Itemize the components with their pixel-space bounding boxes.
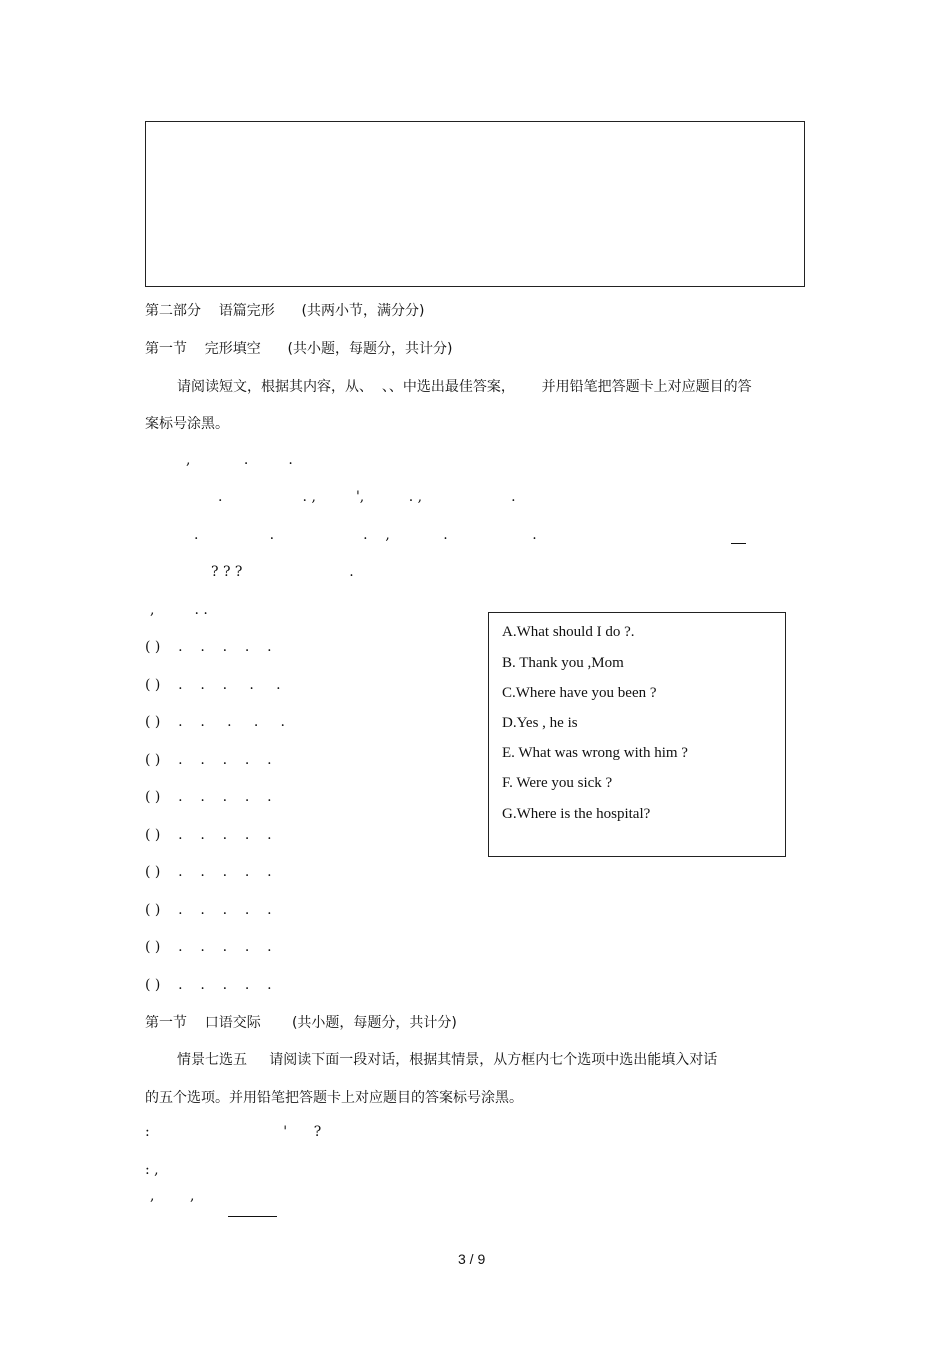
dialog-line-2: : , bbox=[145, 1162, 159, 1178]
answer-blank-box bbox=[145, 121, 805, 287]
answer-row: ( ) . . . . . bbox=[145, 789, 272, 805]
section2-heading: 第一节 口语交际 (共小题，每题分，共计分) bbox=[145, 1015, 457, 1031]
page-number: 3 / 9 bbox=[458, 1251, 486, 1267]
option-g: G.Where is the hospital? bbox=[502, 806, 651, 822]
part2-heading: 第二部分 语篇完形 (共两小节，满分分) bbox=[145, 303, 425, 319]
answer-row: ( ) . . . . . bbox=[145, 752, 272, 768]
option-e: E. What was wrong with him ? bbox=[502, 745, 688, 761]
answer-row: ( ) . . . . . bbox=[145, 864, 272, 880]
dialog-line-1: : ' ? bbox=[145, 1124, 322, 1140]
instruction-1-line2: 案标号涂黑。 bbox=[145, 416, 229, 432]
answer-row: ( ) . . . . . bbox=[145, 939, 272, 955]
answer-row: ( ) . . . . . bbox=[145, 902, 272, 918]
answer-row: ( ) . . . . . bbox=[145, 639, 272, 655]
answer-row: ( ) . . . . . bbox=[145, 977, 272, 993]
passage-line-3: . . . , . . bbox=[194, 527, 537, 543]
option-c: C.Where have you been ? bbox=[502, 685, 657, 701]
dialog-line-3: , , bbox=[150, 1188, 195, 1204]
option-a: A.What should I do ?. bbox=[502, 624, 635, 640]
section1-heading: 第一节 完形填空 (共小题，每题分，共计分) bbox=[145, 341, 453, 357]
blank-dash bbox=[731, 543, 746, 544]
options-box bbox=[488, 612, 786, 857]
answer-row: ( ) . . . . . bbox=[145, 714, 285, 730]
passage-line-1: , . . bbox=[186, 452, 293, 468]
answer-blank-line bbox=[228, 1216, 277, 1217]
answer-row: ( ) . . . . . bbox=[145, 677, 281, 693]
instruction-2-line2: 的五个选项。并用铅笔把答题卡上对应题目的答案标号涂黑。 bbox=[145, 1090, 523, 1106]
instruction-2-line1: 情景七选五 请阅读下面一段对话，根据其情景，从方框内七个选项中选出能填入对话 bbox=[177, 1052, 718, 1068]
answer-row: ( ) . . . . . bbox=[145, 827, 272, 843]
passage-line-5: , . . bbox=[150, 602, 208, 618]
option-f: F. Were you sick ? bbox=[502, 775, 613, 791]
option-b: B. Thank you ,Mom bbox=[502, 655, 624, 671]
passage-line-4: ? ? ? . bbox=[211, 564, 354, 580]
option-d: D.Yes , he is bbox=[502, 715, 578, 731]
passage-line-2: . . , ', . , . bbox=[218, 489, 516, 505]
instruction-1-line1: 请阅读短文，根据其内容，从、 、、中选出最佳答案， 并用铅笔把答题卡上对应题目的答 bbox=[177, 379, 752, 395]
